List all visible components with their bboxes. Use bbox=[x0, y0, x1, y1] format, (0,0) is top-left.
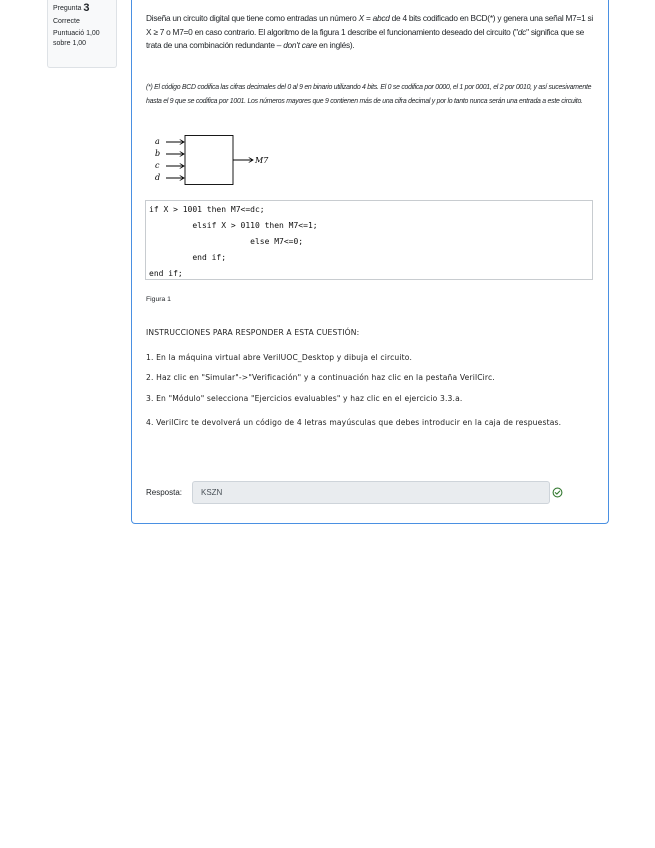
grade-line-1: Puntuació 1,00 bbox=[53, 30, 100, 37]
question-text-part: dc bbox=[517, 26, 527, 37]
question-text-part: Diseña un circuito digital que tiene como entradas un número bbox=[146, 13, 359, 23]
grade-line-2: sobre 1,00 bbox=[53, 39, 87, 47]
question-info bbox=[47, 0, 117, 68]
instruction-step: 2. Haz clic en "Simular"->"Verificación" y a continuación haz clic en la pestaña VerilCirc. bbox=[146, 373, 495, 382]
circuit-diagram bbox=[152, 135, 292, 190]
code-line: end if; bbox=[149, 253, 227, 262]
code-line: end if; bbox=[149, 269, 183, 278]
answer-label: Resposta: bbox=[146, 488, 183, 497]
input-c-label: c bbox=[155, 161, 160, 170]
question-grade bbox=[53, 29, 111, 48]
question-text-part: don't care bbox=[283, 40, 317, 50]
question-label: Pregunta bbox=[53, 5, 82, 12]
instruction-step: 4. VerilCirc te devolverá un código de 4 letras mayúsculas que debes introducir en la caja de respuestas. bbox=[146, 418, 562, 427]
answer-input[interactable] bbox=[192, 481, 550, 504]
question-text-part: " significa que se trata de una combinación redundante – bbox=[146, 26, 585, 50]
input-b-label: b bbox=[155, 149, 161, 158]
code-line: elsif X > 0110 then M7<=1; bbox=[149, 221, 318, 230]
bcd-note: (*) El código BCD codifica las cifras decimales del 0 al 9 en binario utilizando 4 bits. El 0 se codifica por 0000, el 1 por 0001, el 2 por 0010, y así sucesivamente hasta el 9 que se codifica por 1001. Los números mayores que 9 contienen más de una cifra decimal y por lo tanto nunca serán una entrada a este circuito. bbox=[146, 84, 592, 105]
question-text-part: X bbox=[358, 13, 364, 23]
question-text-part: en inglés). bbox=[316, 40, 355, 50]
question-number bbox=[53, 4, 111, 14]
code-line: if X > 1001 then M7<=dc; bbox=[149, 205, 265, 214]
question-text-part: de 4 bits codificado en BCD(*) y genera una señal M7=1 si X ≥ 7 o M7=0 en caso contrario. El algoritmo de la figura 1 describe el funcionamiento deseado del circuito (" bbox=[146, 13, 594, 37]
question-state: Correcte bbox=[53, 17, 80, 25]
code-line: else M7<=0; bbox=[149, 237, 304, 246]
instruction-step: 1. En la máquina virtual abre VerilUOC_Desktop y dibuja el circuito. bbox=[146, 353, 413, 362]
instructions-heading: INSTRUCCIONES PARA RESPONDER A ESTA CUESTIÓN: bbox=[146, 328, 360, 337]
circuit-block bbox=[185, 136, 233, 185]
check-circle-icon bbox=[552, 487, 563, 498]
question-text bbox=[146, 12, 596, 53]
instruction-step: 3. En "Módulo" selecciona "Ejercicios evaluables" y haz clic en el ejercicio 3.3.a. bbox=[146, 394, 463, 403]
question-number-value: 3 bbox=[83, 2, 90, 14]
input-a-label: a bbox=[155, 137, 160, 146]
input-d-label: d bbox=[155, 173, 161, 182]
figure-caption: Figura 1 bbox=[146, 296, 171, 303]
output-m7-label: M7 bbox=[255, 156, 269, 165]
question-text-part: = bbox=[363, 13, 373, 23]
question-text-part: abcd bbox=[372, 13, 390, 23]
algorithm-code bbox=[145, 200, 593, 280]
question-formulation bbox=[131, 0, 609, 524]
